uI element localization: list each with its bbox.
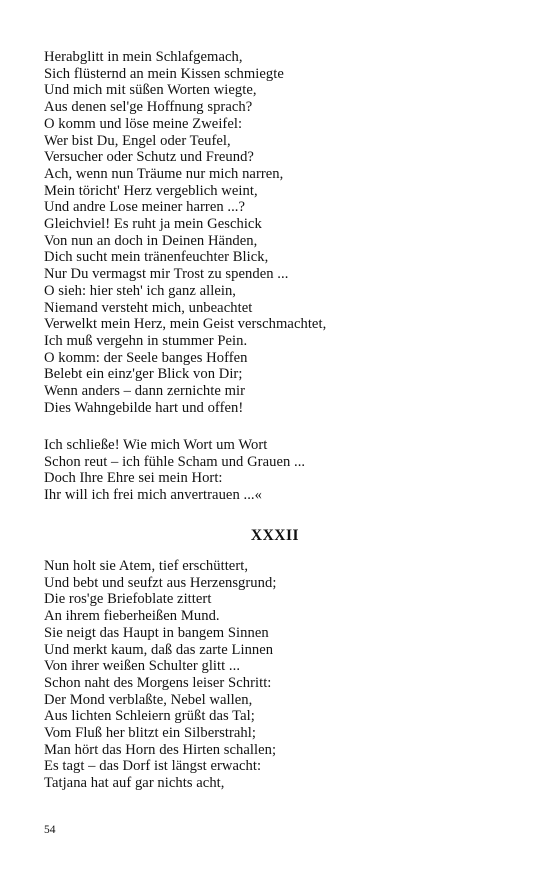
verse-line: Und merkt kaum, daß das zarte Linnen [44,641,274,658]
verse-line: Ihr will ich frei mich anvertrauen ...« [44,487,262,504]
verse-line: Dich sucht mein tränenfeuchter Blick, [44,249,269,266]
verse-line: Nun holt sie Atem, tief erschüttert, [44,558,249,574]
verse-line: Mein töricht' Herz vergeblich weint, [44,182,258,199]
verse-line: Und andre Lose meiner harren ...? [44,199,246,216]
verse-line: Es tagt – das Dorf ist längst erwacht: [44,758,262,775]
verse-line: Ich muß vergehn in stummer Pein. [44,332,248,349]
verse-line: Ich schließe! Wie mich Wort um Wort [44,437,268,453]
verse-line: Ach, wenn nun Träume nur mich narren, [44,165,284,182]
verse-line: Tatjana hat auf gar nichts acht, [44,775,225,792]
verse-line: Versucher oder Schutz und Freund? [44,149,254,166]
stanza-letter-closing [44,437,514,504]
verse-line: Aus lichten Schleiern grüßt das Tal; [44,708,255,725]
verse-line: Vom Fluß her blitzt ein Silberstrahl; [44,725,256,742]
verse-line: Von ihrer weißen Schulter glitt ... [44,658,241,675]
verse-line: Und mich mit süßen Worten wiegte, [44,82,257,99]
stanza-letter-continuation [44,49,514,416]
verse-line: Herabglitt in mein Schlafgemach, [44,49,243,65]
verse-line: Wer bist Du, Engel oder Teufel, [44,132,231,149]
verse-line: Die ros'ge Briefoblate zittert [44,591,212,608]
verse-line: Belebt ein einz'ger Blick von Dir; [44,366,243,383]
verse-line: Von nun an doch in Deinen Händen, [44,232,258,249]
verse-line: Schon reut – ich fühle Scham und Grauen ... [44,453,306,470]
verse-line: Aus denen sel'ge Hoffnung sprach? [44,99,253,116]
verse-line: Sich flüsternd an mein Kissen schmiegte [44,65,284,82]
verse-line: Dies Wahngebilde hart und offen! [44,399,244,416]
verse-line: Sie neigt das Haupt in bangem Sinnen [44,624,269,641]
verse-line: Niemand versteht mich, unbeachtet [44,299,253,316]
verse-line: Man hört das Horn des Hirten schallen; [44,741,277,758]
page-number: 54 [44,824,56,836]
verse-line: Nur Du vermagst mir Trost zu spenden ... [44,266,289,283]
verse-line: O komm und löse meine Zweifel: [44,115,243,132]
verse-line: Wenn anders – dann zernichte mir [44,383,246,400]
verse-line: Schon naht des Morgens leiser Schritt: [44,674,272,691]
section-heading: XXXII [250,527,300,544]
verse-line: O sieh: hier steh' ich ganz allein, [44,282,237,299]
verse-line: Der Mond verblaßte, Nebel wallen, [44,691,253,708]
stanza-section-32 [44,558,514,792]
verse-line: Und bebt und seufzt aus Herzensgrund; [44,574,277,591]
verse-line: Verwelkt mein Herz, mein Geist verschmachtet, [44,316,327,333]
verse-line: An ihrem fieberheißen Mund. [44,608,220,625]
verse-line: O komm: der Seele banges Hoffen [44,349,248,366]
verse-line: Doch Ihre Ehre sei mein Hort: [44,470,223,487]
verse-line: Gleichviel! Es ruht ja mein Geschick [44,216,262,233]
